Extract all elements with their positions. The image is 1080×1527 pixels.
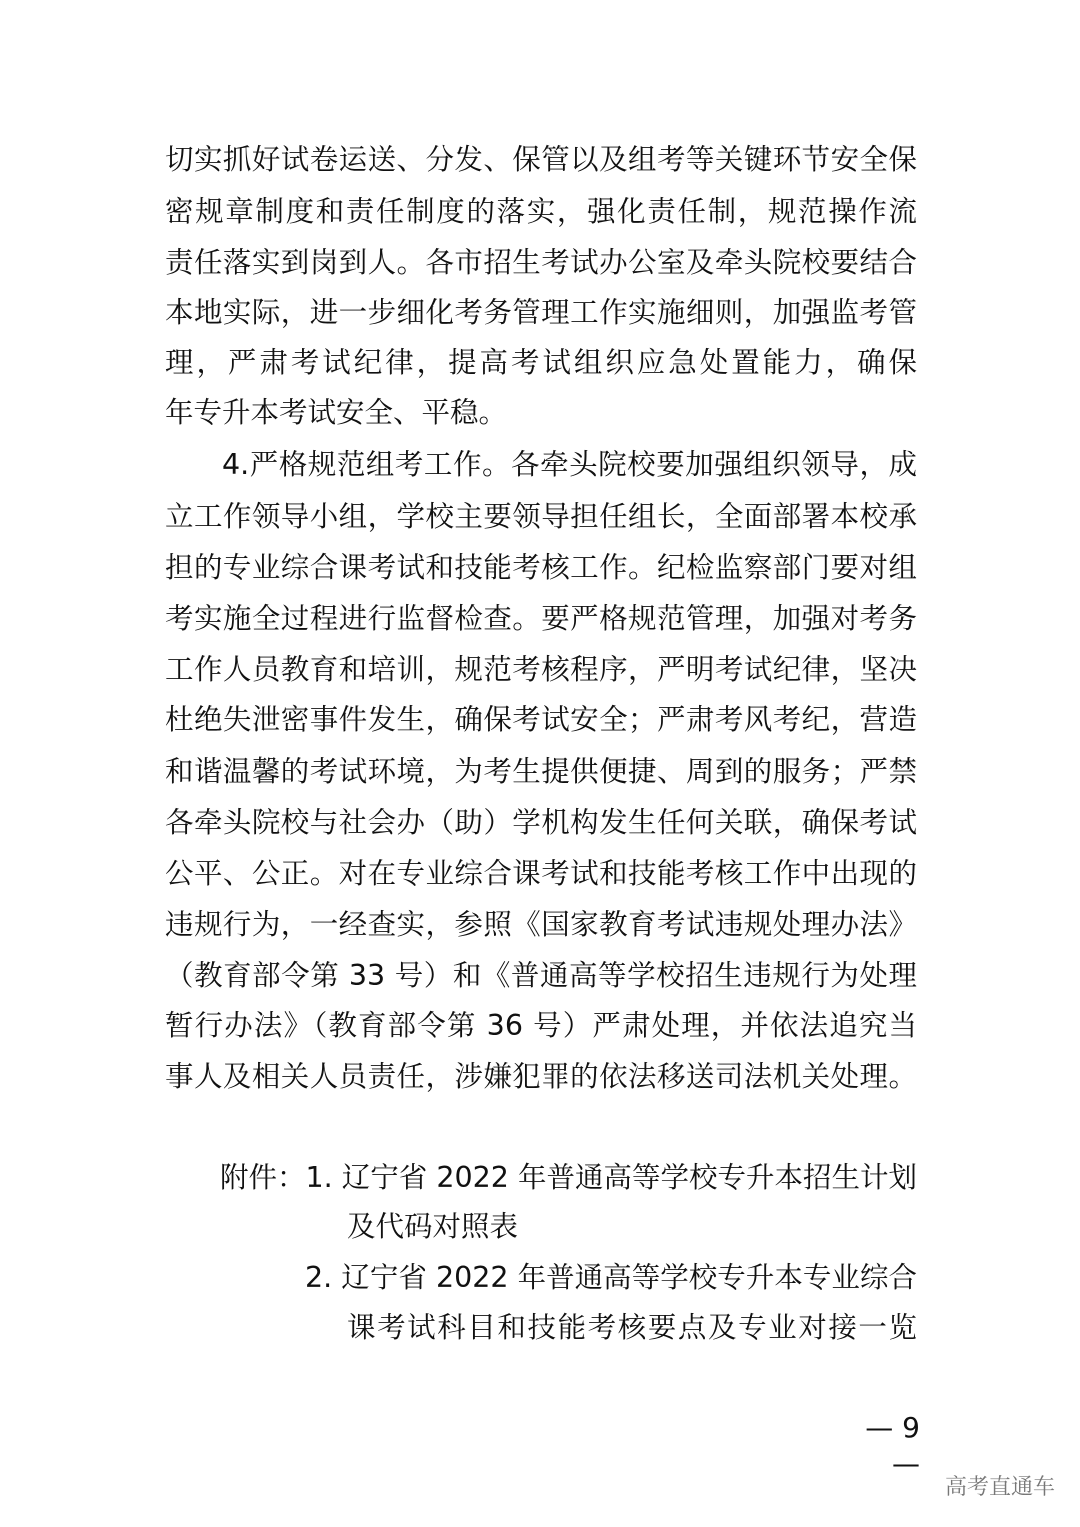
text-line: 公平、公正。对在专业综合课考试和技能考核工作中出现的 [165,857,917,890]
text-line: 密规章制度和责任制度的落实，强化责任制，规范操作流 [165,195,917,228]
text-line: 责任落实到岗到人。各市招生考试办公室及牵头院校要结合 [165,246,917,279]
watermark: 高考直通车 [944,1475,1055,1500]
text-line: 立工作领导小组，学校主要领导担任组长，全面部署本校承 [165,500,917,533]
paragraph-start-line: 4.严格规范组考工作。各牵头院校要加强组织领导，成 [222,448,917,481]
attachment-2-line: 2. 辽宁省 2022 年普通高等学校专升本专业综合 [305,1261,917,1294]
text-line: 杜绝失泄密事件发生，确保考试安全；严肃考风考纪，营造 [165,703,917,736]
text-line: 年专升本考试安全、平稳。 [165,396,508,429]
attachment-1-line: 附件：1. 辽宁省 2022 年普通高等学校专升本招生计划 [220,1161,917,1194]
text-line: （教育部令第 33 号）和《普通高等学校招生违规行为处理 [165,959,917,992]
text-line: 切实抓好试卷运送、分发、保管以及组考等关键环节安全保 [165,143,917,176]
text-line: 各牵头院校与社会办（助）学机构发生任何关联，确保考试 [165,806,917,839]
text-line: 理，严肃考试纪律，提高考试组织应急处置能力，确保 [165,346,917,379]
text-line: 暂行办法》（教育部令第 36 号）严肃处理，并依法追究当 [165,1009,917,1042]
text-line: 违规行为，一经查实，参照《国家教育考试违规处理办法》 [165,908,917,941]
attachment-1-continuation: 及代码对照表 [347,1210,519,1243]
attachment-2-continuation: 课考试科目和技能考核要点及专业对接一览 [347,1311,917,1344]
text-line: 考实施全过程进行监督检查。要严格规范管理，加强对考务 [165,602,917,635]
text-line: 事人及相关人员责任，涉嫌犯罪的依法移送司法机关处理。 [165,1060,917,1093]
page-number: — 9 — [865,1411,920,1480]
text-line: 和谐温馨的考试环境，为考生提供便捷、周到的服务；严禁 [165,755,917,788]
text-line: 担的专业综合课考试和技能考核工作。纪检监察部门要对组 [165,551,917,584]
text-line: 本地实际，进一步细化考务管理工作实施细则，加强监考管 [165,296,917,329]
text-line: 工作人员教育和培训，规范考核程序，严明考试纪律，坚决 [165,653,917,686]
